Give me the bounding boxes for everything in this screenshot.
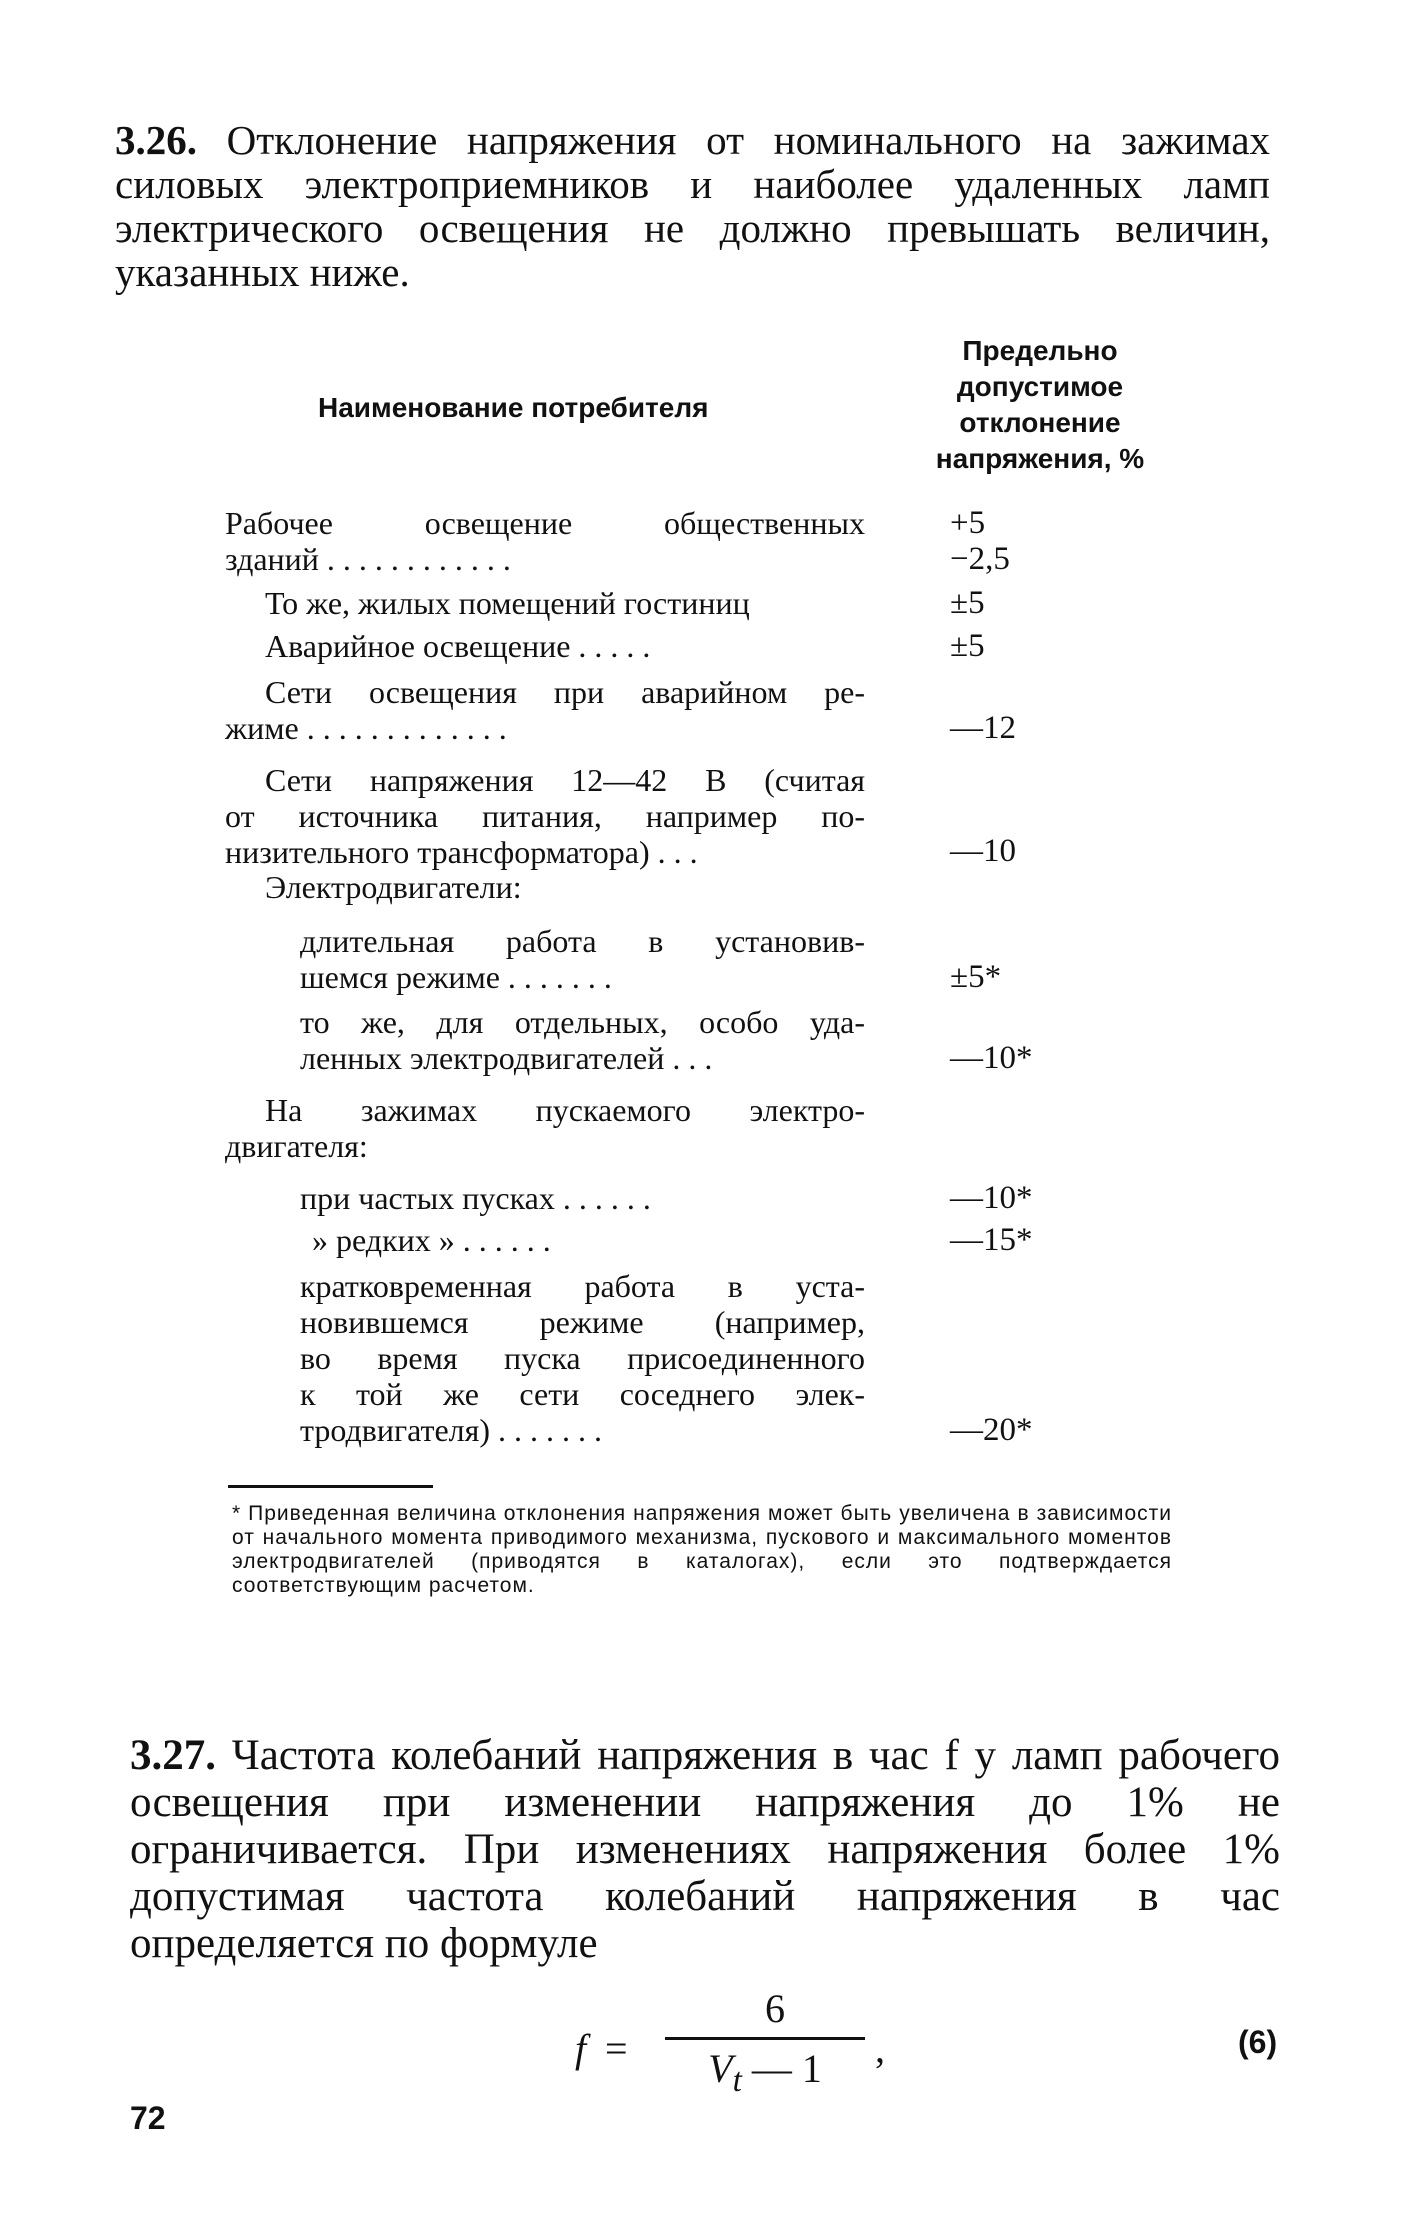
table-header-value-line: Предельно bbox=[962, 335, 1118, 366]
formula-equals: = bbox=[605, 2026, 628, 2071]
section-3-27 bbox=[130, 1732, 1280, 1967]
page-number: 72 bbox=[130, 2100, 166, 2136]
row-text-line: Сети напряжения 12—42 В (считая bbox=[265, 762, 865, 798]
row-value: —12 bbox=[950, 710, 1016, 746]
row-text-line: от источника питания, например по- bbox=[225, 798, 865, 834]
formula-fraction-bar bbox=[665, 2037, 865, 2040]
formula-den-rest: — 1 bbox=[751, 2046, 822, 2091]
table-header-value-line: напряжения, % bbox=[935, 443, 1145, 474]
table-row bbox=[265, 869, 865, 905]
row-value: ±5 bbox=[950, 585, 985, 621]
section-number: 3.27. bbox=[130, 1732, 216, 1779]
row-value: —10* bbox=[950, 1180, 1033, 1216]
table-header-name: Наименование потребителя bbox=[318, 392, 709, 423]
table-row bbox=[225, 505, 865, 577]
row-value: —10 bbox=[950, 833, 1016, 869]
row-text-line: длительная работа в установив- bbox=[300, 923, 865, 959]
table-row bbox=[300, 923, 865, 995]
formula-lhs: f bbox=[575, 2026, 587, 2071]
section-number: 3.26. bbox=[115, 117, 197, 163]
table-row bbox=[300, 1180, 865, 1216]
row-text-line: низительного трансформатора) . . . bbox=[225, 834, 698, 870]
table-row bbox=[265, 585, 865, 621]
table-row bbox=[300, 1222, 877, 1258]
table-row bbox=[225, 1092, 865, 1164]
table-row bbox=[265, 628, 865, 664]
row-text-line: жиме . . . . . . . . . . . . . bbox=[225, 710, 507, 746]
row-text-line: ленных электродвигателей . . . bbox=[300, 1040, 713, 1076]
row-value: —15* bbox=[950, 1222, 1033, 1258]
formula-label: (6) bbox=[1238, 2024, 1278, 2060]
table-header-value-line: отклонение bbox=[959, 407, 1121, 438]
row-text-line: при частых пусках . . . . . . bbox=[300, 1180, 651, 1216]
row-value-line: +5 bbox=[950, 505, 986, 541]
section-3-26 bbox=[115, 118, 1270, 294]
formula-den-sub: t bbox=[732, 2062, 742, 2099]
table-row bbox=[300, 1268, 865, 1448]
formula-numerator: 6 bbox=[765, 1986, 785, 2031]
row-text-line: кратковременная работа в уста- bbox=[300, 1268, 865, 1304]
row-value: —10* bbox=[950, 1040, 1033, 1076]
row-text-line: Аварийное освещение . . . . . bbox=[265, 628, 651, 664]
row-text-line: Электродвигатели: bbox=[265, 869, 522, 905]
row-text-line: тродвигателя) . . . . . . . bbox=[300, 1412, 602, 1448]
row-text-line: во время пуска присоединенного bbox=[300, 1340, 865, 1376]
row-text-line: к той же сети соседнего элек- bbox=[300, 1376, 865, 1412]
table-row bbox=[225, 674, 865, 746]
row-text-line: На зажимах пускаемого электро- bbox=[265, 1092, 865, 1128]
footnote: * Приведенная величина отклонения напряжения может быть увеличена в зависимости от начального момента приводимого механизма, пускового и максимального моментов электродвигателей (приводятся в каталогах), если это подтверждается соответствующим расчетом. bbox=[232, 1502, 1172, 1597]
row-text-line: то же, для отдельных, особо уда- bbox=[300, 1004, 865, 1040]
row-value: —20* bbox=[950, 1412, 1033, 1448]
footnote-rule bbox=[228, 1485, 433, 1488]
formula-denominator bbox=[665, 2045, 865, 2100]
row-text-line: Сети освещения при аварийном ре- bbox=[265, 674, 865, 710]
row-text-line: двигателя: bbox=[225, 1128, 368, 1164]
row-value: ±5* bbox=[950, 959, 1002, 995]
section-text: Частота колебаний напряжения в час f у ламп рабочего освещения при изменении напряжения до 1% не ограничивается. При изменениях напряжения более 1% допустимая частота колебаний напряжения в час определяется по формуле bbox=[130, 1732, 1280, 1967]
row-text-line: Рабочее освещение общественных bbox=[225, 505, 865, 541]
table-header-value bbox=[890, 333, 1190, 477]
row-text-line: » редких » . . . . . . bbox=[312, 1222, 551, 1258]
section-text: Отклонение напряжения от номинального на зажимах силовых электроприемников и наиболее удаленных ламп электрического освещения не должно превышать величин, указанных ниже. bbox=[115, 117, 1271, 295]
row-text-line: шемся режиме . . . . . . . bbox=[300, 959, 612, 995]
row-text-line: новившемся режиме (например, bbox=[300, 1304, 865, 1340]
table-header-value-line: допустимое bbox=[956, 371, 1124, 402]
formula-comma: , bbox=[875, 2026, 885, 2071]
table-row bbox=[225, 762, 865, 870]
formula-den-var: V bbox=[708, 2046, 733, 2091]
row-value bbox=[950, 505, 1100, 577]
row-value: ±5 bbox=[950, 628, 985, 664]
row-text-line: зданий . . . . . . . . . . . . bbox=[225, 541, 511, 577]
table-row bbox=[300, 1004, 865, 1076]
row-value-line: −2,5 bbox=[950, 541, 1010, 577]
row-text-line: То же, жилых помещений гостиниц bbox=[265, 585, 750, 621]
